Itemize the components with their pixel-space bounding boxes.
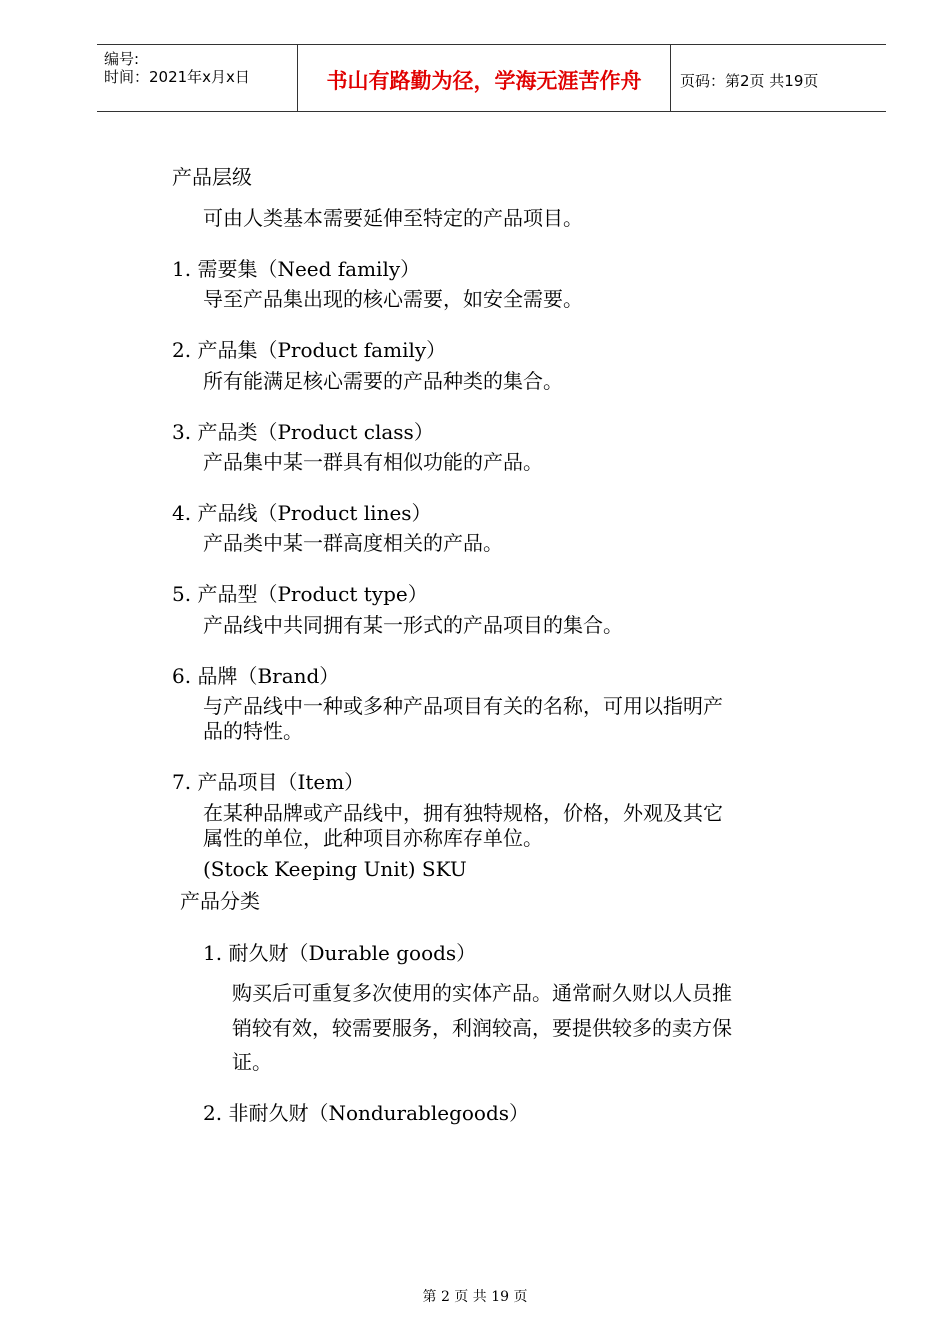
list-item-title: 6. 品牌（Brand） <box>172 664 340 688</box>
list-item-desc: 销较有效，较需要服务，利润较高，要提供较多的卖方保 <box>232 1016 732 1040</box>
section-title: 产品层级 <box>172 165 252 189</box>
list-item-desc: 产品集中某一群具有相似功能的产品。 <box>203 450 543 474</box>
list-item-title: 4. 产品线（Product lines） <box>172 501 432 525</box>
list-item-title: 7. 产品项目（Item） <box>172 770 365 794</box>
list-item-desc: 所有能满足核心需要的产品种类的集合。 <box>203 369 563 393</box>
header-top-rule <box>97 44 886 45</box>
list-item-desc: 证。 <box>232 1050 272 1074</box>
list-item-desc: 购买后可重复多次使用的实体产品。通常耐久财以人员推 <box>232 981 732 1005</box>
section-title: 产品分类 <box>180 889 260 913</box>
list-item-title: 2. 非耐久财（Nondurablegoods） <box>203 1101 530 1125</box>
section-intro: 可由人类基本需要延伸至特定的产品项目。 <box>203 206 583 230</box>
header-bottom-rule <box>97 111 886 112</box>
list-item-desc: 与产品线中一种或多种产品项目有关的名称，可用以指明产 <box>203 694 723 718</box>
list-item-title: 2. 产品集（Product family） <box>172 338 447 362</box>
list-item-desc: 产品线中共同拥有某一形式的产品项目的集合。 <box>203 613 623 637</box>
header-divider <box>670 44 671 111</box>
list-item-title: 1. 耐久财（Durable goods） <box>203 941 477 965</box>
header-motto: 书山有路勤为径，学海无涯苦作舟 <box>326 69 642 93</box>
list-item-desc: 属性的单位，此种项目亦称库存单位。 <box>203 826 543 850</box>
serial-label: 编号: <box>104 50 140 68</box>
list-item-title: 5. 产品型（Product type） <box>172 582 428 606</box>
list-item-desc: 品的特性。 <box>203 719 303 743</box>
page-number-footer: 第 2 页 共 19 页 <box>422 1289 528 1305</box>
list-item-title: 1. 需要集（Need family） <box>172 257 421 281</box>
list-item-title: 3. 产品类（Product class） <box>172 420 434 444</box>
list-item-desc: 产品类中某一群高度相关的产品。 <box>203 531 503 555</box>
list-item-desc: (Stock Keeping Unit) SKU <box>203 857 467 881</box>
time-label: 时间：2021年x月x日 <box>104 68 250 86</box>
page-info: 页码：第2页 共19页 <box>680 72 819 90</box>
list-item-desc: 在某种品牌或产品线中，拥有独特规格，价格，外观及其它 <box>203 801 723 825</box>
list-item-desc: 导至产品集出现的核心需要，如安全需要。 <box>203 287 583 311</box>
